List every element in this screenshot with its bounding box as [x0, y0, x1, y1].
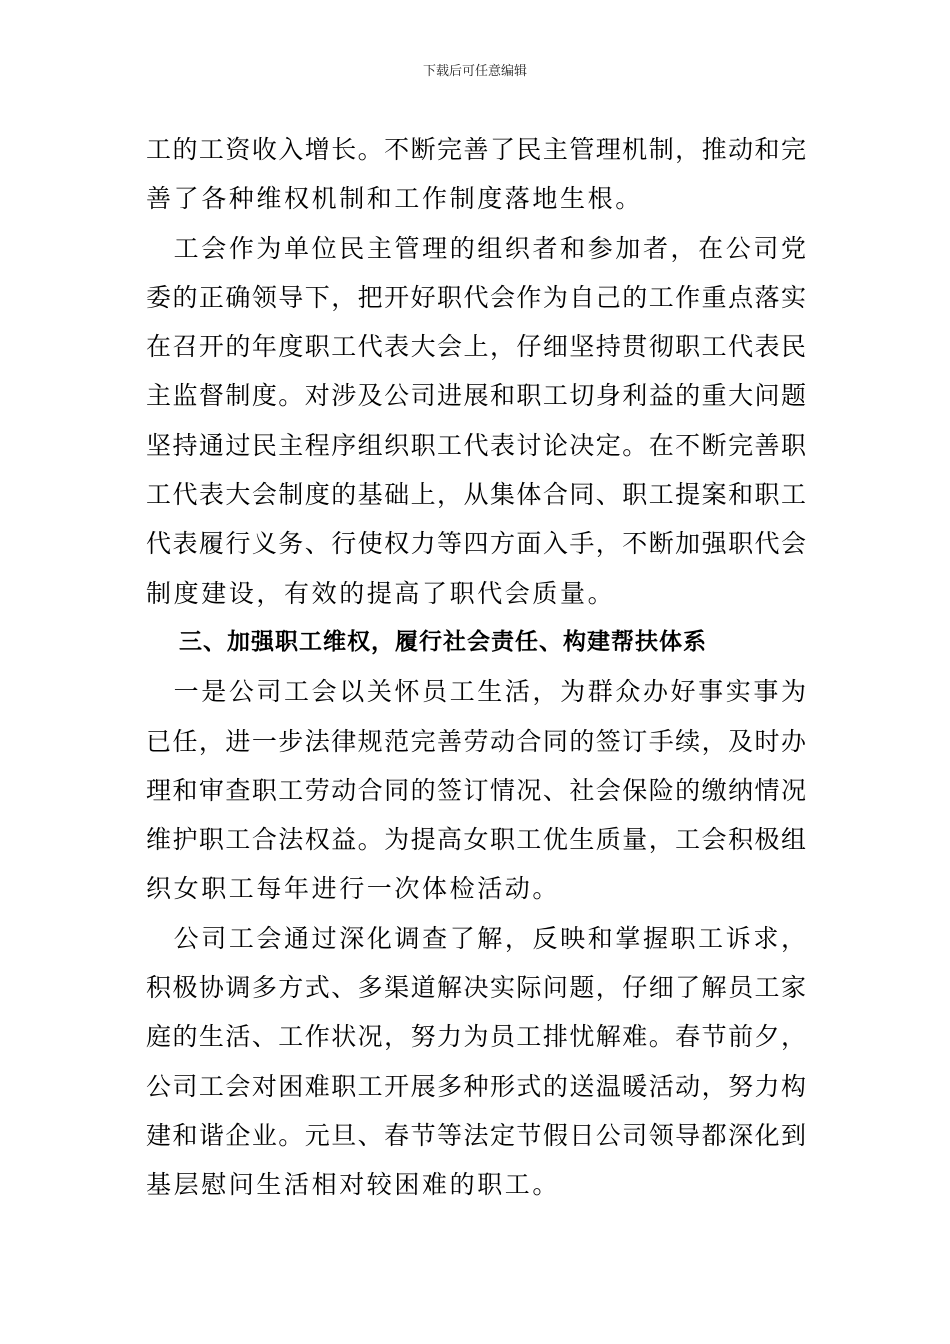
body-line: 代表履行义务、行使权力等四方面入手，不断加强职代会	[146, 529, 806, 559]
body-line: 基层慰问生活相对较困难的职工。	[146, 1170, 561, 1200]
body-line: 理和审查职工劳动合同的签订情况、社会保险的缴纳情况	[146, 775, 806, 805]
paragraph-first-line: 工会作为单位民主管理的组织者和参加者，在公司党	[146, 233, 806, 263]
body-line: 庭的生活、工作状况，努力为员工排忧解难。春节前夕，	[146, 1022, 806, 1052]
body-line: 积极协调多方式、多渠道解决实际问题，仔细了解员工家	[146, 973, 806, 1003]
document-body	[146, 125, 806, 1210]
body-line: 善了各种维权机制和工作制度落地生根。	[146, 184, 643, 214]
page-header-note: 下载后可任意编辑	[422, 64, 527, 79]
body-line: 在召开的年度职工代表大会上，仔细坚持贯彻职工代表民	[146, 332, 806, 362]
section-heading: 三、加强职工维权，履行社会责任、构建帮扶体系	[179, 628, 707, 655]
body-line: 公司工会对困难职工开展多种形式的送温暖活动，努力构	[146, 1071, 806, 1101]
paragraph-first-line: 一是公司工会以关怀员工生活，为群众办好事实事为	[146, 677, 806, 707]
body-line: 主监督制度。对涉及公司进展和职工切身利益的重大问题	[146, 381, 806, 411]
paragraph-first-line: 公司工会通过深化调查了解，反映和掌握职工诉求，	[146, 923, 806, 953]
body-line: 工代表大会制度的基础上，从集体合同、职工提案和职工	[146, 480, 806, 510]
body-line: 工的工资收入增长。不断完善了民主管理机制，推动和完	[146, 135, 806, 164]
body-line: 委的正确领导下，把开好职代会作为自己的工作重点落实	[146, 282, 806, 312]
body-line: 制度建设，有效的提高了职代会质量。	[146, 578, 616, 608]
body-line: 坚持通过民主程序组织职工代表讨论决定。在不断完善职	[146, 430, 806, 460]
body-line: 建和谐企业。元旦、春节等法定节假日公司领导都深化到	[146, 1120, 806, 1150]
body-line: 维护职工合法权益。为提高女职工优生质量，工会积极组	[146, 825, 806, 855]
body-line: 已任，进一步法律规范完善劳动合同的签订手续，及时办	[146, 726, 806, 756]
body-line: 织女职工每年进行一次体检活动。	[146, 874, 561, 904]
